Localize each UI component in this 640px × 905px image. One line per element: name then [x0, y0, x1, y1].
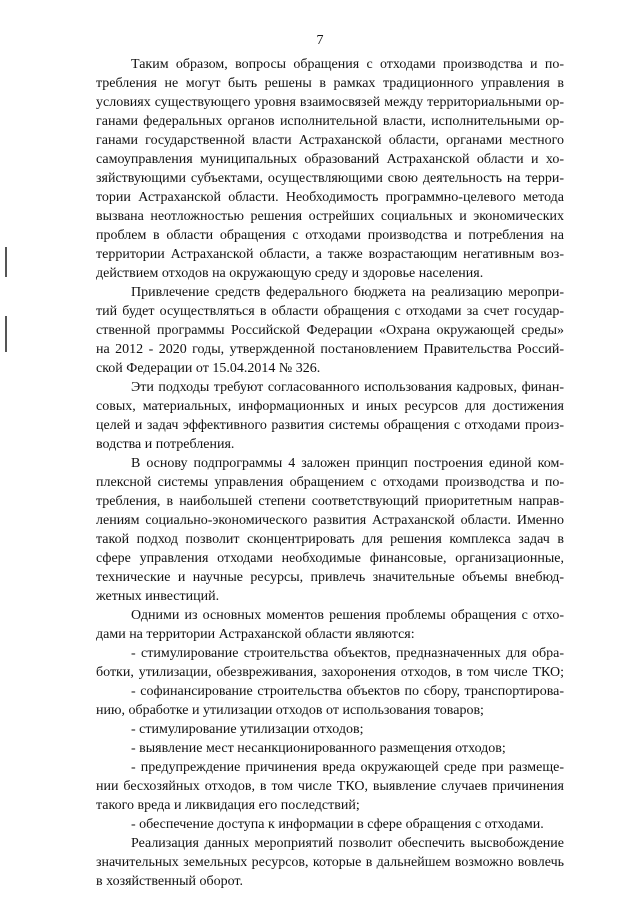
text-line: жетных инвестиций. [96, 589, 220, 604]
text-line: Привлечение средств федерального бюджета на реализацию меропри- [131, 285, 564, 300]
text-line: совых, материальных, информационных и иных ресурсов для достижения [96, 399, 564, 414]
text-line: технические и научные ресурсы, привлечь значительные объемы внебюд- [96, 570, 564, 585]
text-line: вызвана неотложностью решения острейших социальных и экономических [96, 209, 564, 224]
list-item: - стимулирование утилизации отходов; [131, 722, 364, 737]
text-line: требления, в наибольшей степени соответствующий приоритетным направ- [96, 494, 564, 509]
text-line: Эти подходы требуют согласованного использования кадровых, финан- [131, 380, 564, 395]
list-item: - софинансирование строительства объектов по сбору, транспортирова- [131, 684, 564, 699]
text-line: ственной программы Российской Федерации «Охрана окружающей среды» [96, 323, 564, 338]
list-item: - выявление мест несанкционированного размещения отходов; [131, 741, 506, 756]
scan-margin-mark [5, 247, 7, 277]
text-line: лениям социально-экономического развития Астраханской области. Именно [96, 513, 564, 528]
text-line: действием отходов на окружающую среду и здоровье населения. [96, 266, 484, 281]
text-line: ской Федерации от 15.04.2014 № 326. [96, 361, 321, 376]
text-line: водства и потребления. [96, 437, 235, 452]
text-line: ганами федеральных органов исполнительной власти, исполнительными ор- [96, 114, 564, 129]
page-number: 7 [316, 33, 324, 48]
text-line: в хозяйственный оборот. [96, 874, 243, 889]
text-line: ганами государственной власти Астраханской области, органами местного [96, 133, 564, 148]
list-item: - предупреждение причинения вреда окружающей среде при размеще- [131, 760, 564, 775]
text-line: ботки, утилизации, обезвреживания, захоронения отходов, в том числе ТКО; [96, 665, 564, 680]
text-line: дами на территории Астраханской области являются: [96, 627, 415, 642]
text-line: значительных земельных ресурсов, которые в дальнейшем возможно вовлечь [96, 855, 564, 870]
text-line: тории Астраханской области. Необходимость программно-целевого метода [96, 190, 564, 205]
scan-margin-mark [5, 316, 7, 352]
text-line: такого вреда и ликвидация его последствий; [96, 798, 360, 813]
text-line: условиях существующего уровня взаимосвязей между территориальными ор- [96, 95, 564, 110]
text-line: плексной системы управления обращением с отходами производства и по- [96, 475, 564, 490]
text-line: нию, обработке и утилизации отходов от использования товаров; [96, 703, 484, 718]
text-line: Одними из основных моментов решения проблемы обращения с отхо- [131, 608, 564, 623]
text-line: сфере управления отходами необходимые финансовые, организационные, [96, 551, 564, 566]
text-line: В основу подпрограммы 4 заложен принцип построения единой ком- [131, 456, 564, 471]
text-line: зяйствующими субъектами, осуществляющими свою деятельность на терри- [96, 171, 564, 186]
list-item: - стимулирование строительства объектов, предназначенных для обра- [131, 646, 564, 661]
list-item: - обеспечение доступа к информации в сфере обращения с отходами. [131, 817, 544, 832]
text-line: самоуправления муниципальных образований Астраханской области и хо- [96, 152, 564, 167]
text-line: тий будет осуществляться в области обращения с отходами за счет государ- [96, 304, 564, 319]
text-line: территории Астраханской области, а также возрастающим негативным воз- [96, 247, 564, 262]
text-line: требления не могут быть решены в рамках традиционного управления в [96, 76, 564, 91]
text-line: целей и задач эффективного развития системы обращения с отходами произ- [96, 418, 564, 433]
text-line: нии бесхозяйных отходов, в том числе ТКО, выявление случаев причинения [96, 779, 564, 794]
text-line: проблем в области обращения с отходами производства и потребления на [96, 228, 564, 243]
text-line: Реализация данных мероприятий позволит обеспечить высвобождение [131, 836, 564, 851]
text-line: Таким образом, вопросы обращения с отходами производства и по- [131, 57, 564, 72]
text-line: такой подход позволит сконцентрировать для решения комплекса задач в [96, 532, 564, 547]
text-line: на 2012 - 2020 годы, утвержденной постановлением Правительства Россий- [96, 342, 564, 357]
